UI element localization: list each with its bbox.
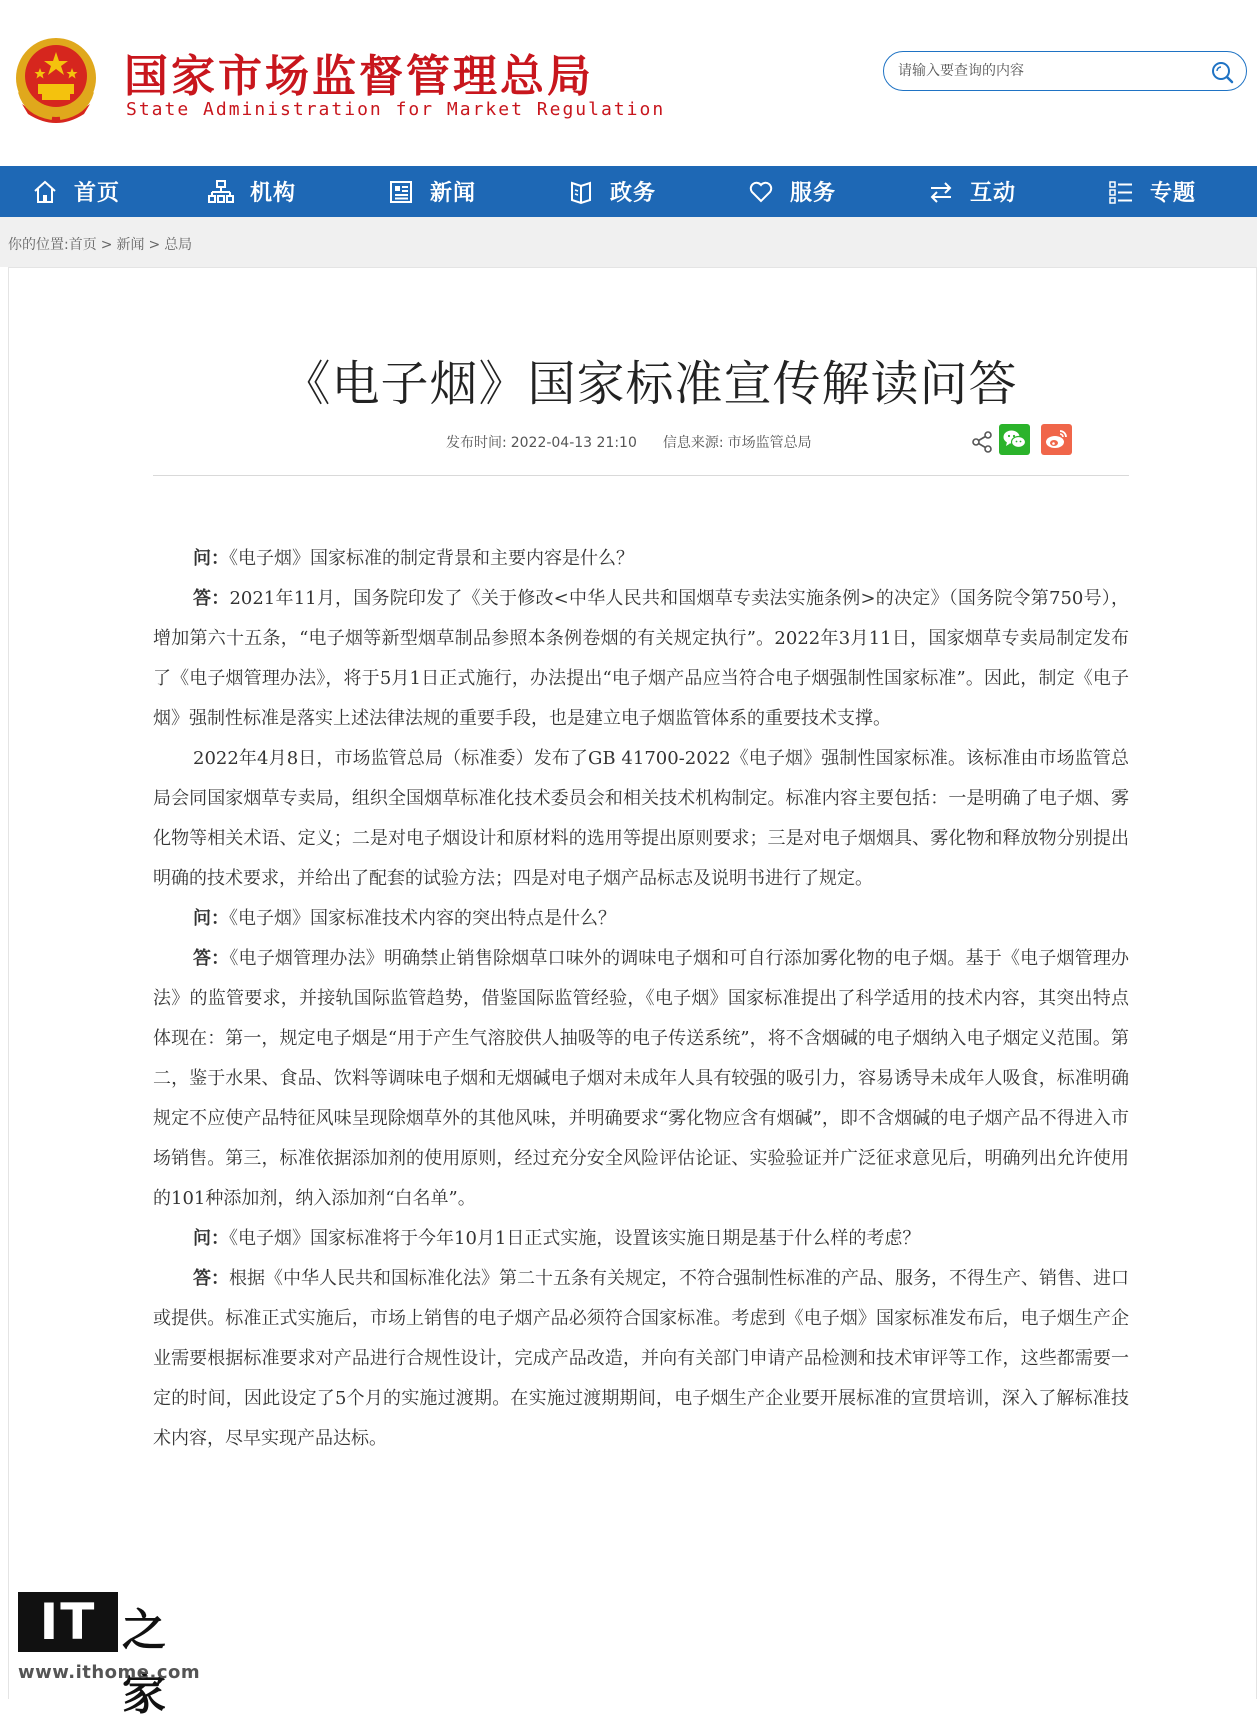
title-divider <box>153 475 1129 476</box>
nav-item-home[interactable] <box>0 166 176 217</box>
nav-item-org[interactable] <box>176 166 356 217</box>
nav-label: 互动 <box>970 181 1017 206</box>
news-icon <box>388 179 414 205</box>
weibo-share-button[interactable] <box>1041 424 1072 455</box>
source-label: 信息来源: <box>662 435 724 451</box>
watermark-logo-home: 之家 <box>122 1605 166 1720</box>
national-emblem-icon[interactable] <box>12 34 100 126</box>
site-title-cn[interactable]: 国家市场监督管理总局 <box>124 51 594 102</box>
breadcrumb-item-home[interactable]: 首页 <box>68 237 97 253</box>
paragraph-text: 《电子烟管理办法》明确禁止销售除烟草口味外的调味电子烟和可自行添加雾化物的电子烟。基于《电子烟管理办法》的监管要求，并接轨国际监管趋势，借鉴国际监管经验，《电子烟》国家标准提出了科学适用的技术内容，其突出特点体现在：第一，规定电子烟是“用于产生气溶胶供人抽吸等的电子传送系统”，将不含烟碱的电子烟纳入电子烟定义范围。第二，鉴于水果、食品、饮料等调味电子烟和无烟碱电子烟对未成年人具有较强的吸引力，容易诱导未成年人吸食，标准明确规定不应使产品特征风味呈现除烟草外的其他风味，并明确要求“雾化物应含有烟碱”，即不含烟碱的电子烟产品不得进入市场销售。第三，标准依据添加剂的使用原则，经过充分安全风险评估论证、实验验证并广泛征求意见后，明确列出允许使用的101种添加剂，纳入添加剂“白名单”。 <box>153 948 1130 1209</box>
paragraph-text: 根据《中华人民共和国标准化法》第二十五条有关规定，不符合强制性标准的产品、服务，不得生产、销售、进口或提供。标准正式实施后，市场上销售的电子烟产品必须符合国家标准。考虑到《电子烟》国家标准发布后，电子烟生产企业需要根据标准要求对产品进行合规性设计，完成产品改造，并向有关部门申请产品检测和技术审评等工作，这些都需要一定的时间，因此设定了5个月的实施过渡期。在实施过渡期期间，电子烟生产企业要开展标准的宣贯培训，深入了解标准技术内容，尽早实现产品达标。 <box>153 1268 1129 1449</box>
nav-label: 机构 <box>250 181 297 206</box>
paragraph <box>153 579 1129 739</box>
breadcrumb-item-hq[interactable]: 总局 <box>164 237 193 253</box>
heart-icon <box>748 179 774 205</box>
list-icon <box>1108 179 1134 205</box>
search-input[interactable] <box>898 60 1198 82</box>
question-label: 问： <box>193 908 229 929</box>
search-box <box>883 51 1247 91</box>
watermark-url: www.ithome.com <box>18 1662 201 1683</box>
breadcrumb-separator: > <box>100 237 113 253</box>
paragraph <box>153 1259 1129 1459</box>
paragraph <box>153 539 1129 579</box>
nav-item-affairs[interactable] <box>536 166 716 217</box>
publish-time: 2022-04-13 21:10 <box>510 435 637 451</box>
paragraph-text: 2021年11月，国务院印发了《关于修改<中华人民共和国烟草专卖法实施条例>的决定》（国务院令第750号），增加第六十五条，“电子烟等新型烟草制品参照本条例卷烟的有关规定执行”。2022年3月11日，国家烟草专卖局制定发布了《电子烟管理办法》，将于5月1日正式施行，办法提出“电子烟产品应当符合电子烟强制性国家标准”。因此，制定《电子烟》强制性标准是落实上述法律法规的重要手段，也是建立电子烟监管体系的重要技术支撑。 <box>153 588 1130 729</box>
watermark-logo: IT <box>18 1592 118 1652</box>
nav-label: 政务 <box>610 181 657 206</box>
breadcrumb-separator: > <box>148 237 161 253</box>
paragraph-text: 《电子烟》国家标准将于今年10月1日正式实施，设置该实施日期是基于什么样的考虑？ <box>229 1228 921 1249</box>
article-title: 《电子烟》国家标准宣传解读问答 <box>282 356 1018 412</box>
search-icon[interactable] <box>1210 60 1234 84</box>
site-title-en[interactable]: State Administration for Market Regulation <box>126 99 666 120</box>
weibo-icon <box>1041 424 1072 455</box>
question-label: 问： <box>193 548 229 569</box>
nav-item-topics[interactable] <box>1076 166 1256 217</box>
breadcrumb-item-news[interactable]: 新闻 <box>116 237 145 253</box>
wechat-share-button[interactable] <box>999 424 1030 455</box>
paragraph <box>153 1219 1129 1259</box>
site-header <box>0 0 1257 166</box>
main-nav <box>0 166 1257 217</box>
article-body <box>153 539 1129 1459</box>
home-icon <box>32 179 58 205</box>
wechat-icon <box>999 424 1030 455</box>
paragraph <box>153 939 1129 1219</box>
paragraph-text: 2022年4月8日，市场监管总局（标准委）发布了GB 41700-2022《电子烟》强制性国家标准。该标准由市场监管总局会同国家烟草专卖局，组织全国烟草标准化技术委员会和相关技术机构制定。标准内容主要包括：一是明确了电子烟、雾化物等相关术语、定义；二是对电子烟设计和原材料的选用等提出原则要求；三是对电子烟烟具、雾化物和释放物分别提出明确的技术要求，并给出了配套的试验方法；四是对电子烟产品标志及说明书进行了规定。 <box>153 748 1129 889</box>
nav-label: 专题 <box>1150 181 1197 206</box>
paragraph <box>153 899 1129 939</box>
nav-item-news[interactable] <box>356 166 536 217</box>
answer-label: 答： <box>193 948 230 969</box>
nav-label: 首页 <box>74 181 121 206</box>
breadcrumb-prefix: 你的位置: <box>8 237 69 253</box>
nav-item-interact[interactable] <box>896 166 1076 217</box>
question-label: 问： <box>193 1228 229 1249</box>
ithome-watermark <box>18 1590 201 1720</box>
share-icon[interactable] <box>970 430 994 454</box>
answer-label: 答： <box>193 588 230 609</box>
book-icon <box>568 179 594 205</box>
breadcrumb-bar <box>0 217 1257 267</box>
breadcrumb <box>8 234 192 254</box>
source-value: 市场监管总局 <box>727 435 812 451</box>
answer-label: 答： <box>193 1268 229 1289</box>
publish-label: 发布时间: <box>446 435 507 451</box>
org-chart-icon <box>208 179 234 205</box>
nav-label: 新闻 <box>430 181 477 206</box>
paragraph-text: 《电子烟》国家标准技术内容的突出特点是什么？ <box>229 908 616 929</box>
paragraph <box>153 739 1129 899</box>
paragraph-text: 《电子烟》国家标准的制定背景和主要内容是什么？ <box>229 548 634 569</box>
nav-item-service[interactable] <box>716 166 896 217</box>
article-meta <box>446 432 816 452</box>
exchange-icon <box>928 179 954 205</box>
nav-label: 服务 <box>790 181 837 206</box>
